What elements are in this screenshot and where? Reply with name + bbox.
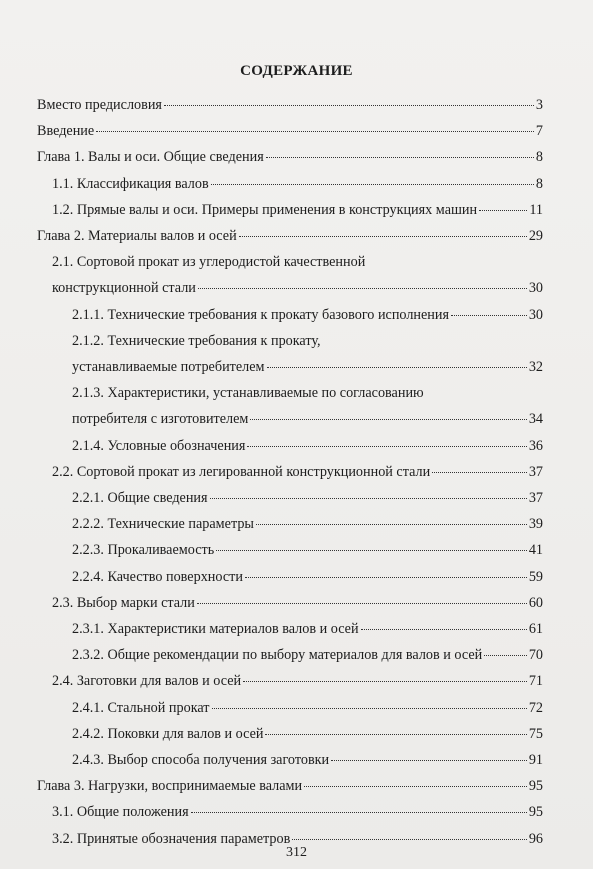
dot-leader xyxy=(432,472,527,473)
toc-entry-page-number: 96 xyxy=(528,830,543,847)
dot-leader xyxy=(243,681,527,682)
dot-leader xyxy=(250,419,526,420)
toc-entry-row xyxy=(72,721,543,747)
toc-entry-row xyxy=(52,668,543,694)
toc-entry-page-number: 95 xyxy=(528,804,543,821)
dot-leader xyxy=(96,131,534,132)
toc-entry-page-number: 8 xyxy=(535,175,543,192)
toc-entry xyxy=(52,590,543,616)
dot-leader xyxy=(266,157,534,158)
toc-entry-label: потребителя с изготовителем xyxy=(72,411,249,428)
toc-entry-label-line1: 2.1.3. Характеристики, устанавливаемые по согласованию xyxy=(72,385,424,402)
toc-entry-page-number: 91 xyxy=(528,752,543,769)
toc-entry-page-number: 8 xyxy=(535,149,543,166)
toc-entry-page-number: 70 xyxy=(528,647,543,664)
toc-entry-row xyxy=(72,433,543,459)
dot-leader xyxy=(451,315,527,316)
toc-entry-label: 2.4.3. Выбор способа получения заготовки xyxy=(72,752,330,769)
toc-entry xyxy=(37,223,543,249)
dot-leader xyxy=(479,210,527,211)
toc-entry xyxy=(72,721,543,747)
toc-entry-row xyxy=(72,354,543,380)
toc-entry-label: 2.2.2. Технические параметры xyxy=(72,516,254,533)
toc-entry-page-number: 29 xyxy=(528,228,543,245)
toc-entry xyxy=(72,302,543,328)
toc-entry-page-number: 37 xyxy=(528,463,543,480)
toc-entry-label: 2.4.2. Поковки для валов и осей xyxy=(72,725,264,742)
dot-leader xyxy=(198,288,527,289)
toc-entry-label: 2.4.1. Стальной прокат xyxy=(72,699,210,716)
toc-entry-label: конструкционной стали xyxy=(52,280,196,297)
toc-entry-page-number: 75 xyxy=(528,725,543,742)
toc-entry-label: 2.2. Сортовой прокат из легированной конструкционной стали xyxy=(52,463,431,480)
toc-entry-page-number: 71 xyxy=(528,673,543,690)
toc-entry-page-number: 7 xyxy=(535,123,543,140)
toc-entry-label: 1.2. Прямые валы и оси. Примеры применения в конструкциях машин xyxy=(52,201,478,218)
dot-leader xyxy=(265,734,526,735)
toc-entry-row xyxy=(37,144,543,170)
toc-entry-label: Глава 1. Валы и оси. Общие сведения xyxy=(37,149,264,166)
toc-entry xyxy=(72,616,543,642)
toc-entry xyxy=(72,511,543,537)
toc-entry-row xyxy=(72,695,543,721)
toc-entry-label-line1: 2.1.2. Технические требования к прокату, xyxy=(72,332,321,349)
toc-entry xyxy=(72,564,543,590)
toc-entry-label: 2.3.2. Общие рекомендации по выбору материалов для валов и осей xyxy=(72,647,483,664)
toc-entry-row xyxy=(72,511,543,537)
toc-entry-label: 2.3.1. Характеристики материалов валов и осей xyxy=(72,621,359,638)
toc-entry-row xyxy=(72,616,543,642)
toc-entry-row xyxy=(72,564,543,590)
toc-entry xyxy=(52,799,543,825)
toc-entry-page-number: 39 xyxy=(528,516,543,533)
dot-leader xyxy=(216,550,527,551)
toc-entry-row xyxy=(52,590,543,616)
dot-leader xyxy=(211,184,534,185)
toc-entry-row xyxy=(72,747,543,773)
toc-entry-label: устанавливаемые потребителем xyxy=(72,359,265,376)
dot-leader xyxy=(239,236,527,237)
toc-entry-page-number: 72 xyxy=(528,699,543,716)
toc-entry-page-number: 11 xyxy=(529,201,543,218)
dot-leader xyxy=(292,839,527,840)
toc-entry-label: Вместо предисловия xyxy=(37,97,162,113)
toc-entry xyxy=(52,668,543,694)
toc-entry-row xyxy=(52,799,543,825)
toc-entry-label: 2.1.4. Условные обозначения xyxy=(72,437,246,454)
toc-entry xyxy=(72,642,543,668)
toc-entry-label: 2.2.4. Качество поверхности xyxy=(72,568,243,585)
toc-entry-page-number: 41 xyxy=(528,542,543,559)
dot-leader xyxy=(247,446,526,447)
toc-entry-row xyxy=(52,171,543,197)
toc-entry-label: 2.2.3. Прокаливаемость xyxy=(72,542,215,559)
toc-entry-row xyxy=(37,92,543,118)
toc-entry xyxy=(72,328,543,380)
toc-entry-row xyxy=(72,302,543,328)
toc-entry-label: 2.1.1. Технические требования к прокату базового исполнения xyxy=(72,306,450,323)
toc-entry-page-number: 95 xyxy=(528,778,543,795)
toc-entry-label: 2.3. Выбор марки стали xyxy=(52,594,195,611)
dot-leader xyxy=(164,105,534,106)
dot-leader xyxy=(197,603,527,604)
toc-entry-row xyxy=(37,223,543,249)
toc-entry xyxy=(37,92,543,118)
toc-entry-page-number: 60 xyxy=(528,594,543,611)
toc-entry xyxy=(37,773,543,799)
dot-leader xyxy=(210,498,527,499)
toc-entry-row xyxy=(37,773,543,799)
toc-entry-label: Введение xyxy=(37,123,95,140)
dot-leader xyxy=(267,367,527,368)
toc-entry-label: Глава 2. Материалы валов и осей xyxy=(37,228,237,245)
toc-entry-label: 2.4. Заготовки для валов и осей xyxy=(52,673,242,690)
dot-leader xyxy=(484,655,527,656)
toc-entry xyxy=(52,197,543,223)
table-of-contents xyxy=(0,92,593,852)
toc-entry-row xyxy=(52,459,543,485)
toc-entry-row xyxy=(72,642,543,668)
dot-leader xyxy=(245,577,527,578)
page-title: СОДЕРЖАНИЕ xyxy=(240,63,353,79)
dot-leader xyxy=(361,629,527,630)
toc-entry-label: Глава 3. Нагрузки, воспринимаемые валами xyxy=(37,778,303,795)
toc-entry xyxy=(37,118,543,144)
toc-entry-page-number: 32 xyxy=(528,359,543,376)
toc-entry-row xyxy=(72,406,543,432)
toc-entry-row xyxy=(37,118,543,144)
toc-entry-label: 3.1. Общие положения xyxy=(52,804,189,821)
dot-leader xyxy=(212,708,527,709)
toc-entry xyxy=(72,485,543,511)
toc-entry xyxy=(52,249,543,301)
toc-entry-page-number: 30 xyxy=(528,306,543,323)
toc-entry-row xyxy=(52,275,543,301)
toc-entry xyxy=(72,537,543,563)
dot-leader xyxy=(191,812,527,813)
toc-entry-page-number: 30 xyxy=(528,280,543,297)
toc-entry xyxy=(72,695,543,721)
toc-entry-page-number: 59 xyxy=(528,568,543,585)
dot-leader xyxy=(331,760,527,761)
toc-entry-row xyxy=(72,485,543,511)
toc-entry-page-number: 3 xyxy=(535,97,543,113)
toc-entry-label-line1: 2.1. Сортовой прокат из углеродистой качественной xyxy=(52,254,366,271)
toc-entry-page-number: 34 xyxy=(528,411,543,428)
dot-leader xyxy=(256,524,527,525)
toc-entry-row xyxy=(72,537,543,563)
toc-entry-label: 2.2.1. Общие сведения xyxy=(72,490,208,507)
toc-entry xyxy=(72,747,543,773)
toc-entry-row xyxy=(52,197,543,223)
toc-entry xyxy=(52,171,543,197)
toc-entry-label: 1.1. Классификация валов xyxy=(52,175,209,192)
toc-entry xyxy=(52,459,543,485)
toc-entry xyxy=(72,380,543,432)
toc-entry-page-number: 37 xyxy=(528,490,543,507)
toc-entry xyxy=(37,144,543,170)
page-number: 312 xyxy=(286,845,307,860)
toc-entry-label: 3.2. Принятые обозначения параметров xyxy=(52,830,291,847)
toc-entry xyxy=(72,433,543,459)
toc-entry-page-number: 36 xyxy=(528,437,543,454)
toc-entry-page-number: 61 xyxy=(528,621,543,638)
dot-leader xyxy=(304,786,527,787)
